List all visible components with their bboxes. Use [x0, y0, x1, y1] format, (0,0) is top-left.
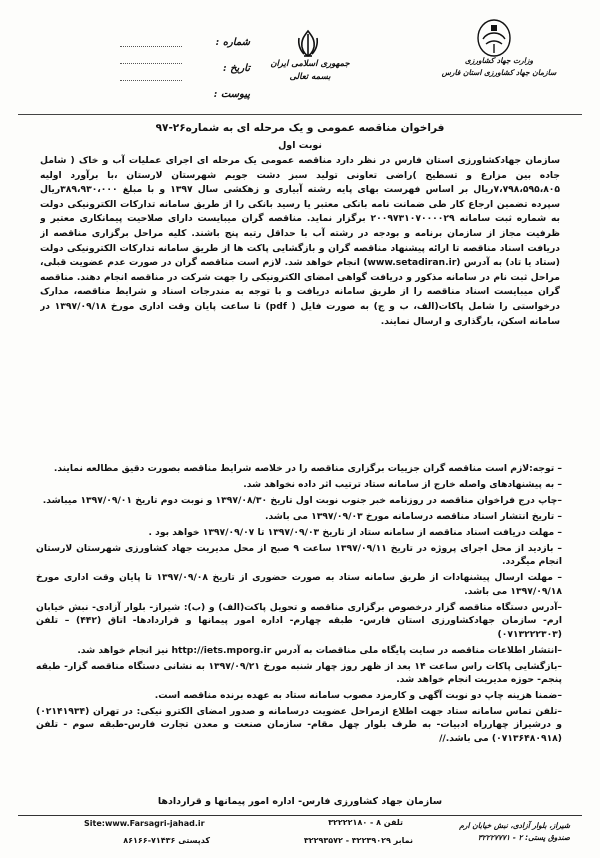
ministry-name: وزارت جهاد کشاورزی [464, 56, 534, 65]
list-item: – به پیشنهادهای واصله خارج از سامانه ستاد ترتیب اثر داده نخواهد شد. [243, 479, 562, 490]
list-item: –تلفن تماس سامانه ستاد جهت اطلاع ازمراحل عضویت درسامانه و صدور امضای الکترو نیکی: در تهران (۰۲۱۴۱۹۳۴) و درشیراز چهارراه ادبیات- به طرف بلوار چهل مقام- سازمان صنعت و معدن تجارت فارس-طبقه سوم - تلفن (۰۷۱۳۶۴۸۰۹۱۸) می باشد.// [36, 706, 562, 744]
ministry-logo-icon [474, 17, 514, 59]
list-item: – تاریخ انتشار اسناد مناقصه درسامانه مورخ ۱۳۹۷/۰۹/۰۳ می باشد. [264, 511, 562, 522]
fax-number: نمابر ۳۲۲۳۹۰۲۹ - ۳۲۲۹۳۵۷۲ [303, 836, 413, 845]
list-item: –بازگشایی پاکات راس ساعت ۱۴ بعد از ظهر روز چهار شنبه مورخ ۱۳۹۷/۰۹/۲۱ به نشانی دستگاه مناقصه گزار- طبقه پنجم- حوزه مدیریت انجام خواهد شد. [36, 660, 562, 686]
iran-emblem-icon [292, 28, 324, 60]
signature-line: سازمان جهاد کشاورزی فارس- اداره امور پیمانها و قراردادها [157, 796, 443, 807]
document-title: فراخوان مناقصه عمومی و یک مرحله ای به شماره۲۶-۹۷ [155, 122, 445, 134]
list-item: – مهلت ارسال پیشنهادات از طریق سامانه ستاد به صورت حضوری از تاریخ ۱۳۹۷/۰۹/۰۸ تا پایان وقت اداری مورخ ۱۳۹۷/۰۹/۱۸ می باشد. [36, 572, 562, 597]
list-item: – بازدید از محل اجرای پروژه در تاریخ ۱۳۹۷/۰۹/۱۱ ساعت ۹ صبح از محل مدیریت جهاد کشاورزی شهرستان لارستان انجام میگردد. [36, 543, 562, 568]
field-number-label: شماره : [215, 37, 250, 48]
header-field-lines [120, 30, 182, 81]
document-subtitle: نوبت اول [278, 140, 322, 151]
footer-street: شیراز، بلوار آزادی، نبش خیابان ارم [459, 821, 570, 830]
footer-address [430, 820, 570, 844]
website-link[interactable]: Site:www.Farsagri-jahad.ir [84, 819, 205, 828]
field-date-label: تاریخ : [222, 63, 250, 74]
footer-pobox: صندوق پستی: ۲ - ۳۲۲۲۷۷۷۱ [477, 833, 570, 842]
header-divider [18, 114, 582, 115]
list-item: – توجه:لازم است مناقصه گران جزییات برگزاری مناقصه را در خلاصه شرایط مناقصه بصورت دقیق مطالعه نمایند. [53, 463, 562, 474]
list-item: – مهلت دریافت اسناد مناقصه از سامانه ستاد از تاریخ ۱۳۹۷/۰۹/۰۳ تا ۱۳۹۷/۰۹/۰۷ خواهد بود . [148, 527, 562, 538]
postal-code: کدپستی ۷۱۴۳۶-۸۶۱۶۶ [123, 836, 210, 845]
list-item: –انتشار اطلاعات مناقصه در سایت پایگاه ملی مناقصات به آدرس http://iets.mporg.ir نیز انجام خواهد شد. [77, 644, 562, 656]
list-item: –ضمنا هزینه چاپ دو نوبت آگهی و کارمزد مصوب سامانه ستاد به عهده برنده مناقصه است. [154, 690, 562, 702]
organization-name: سازمان جهاد کشاورزی استان فارس [441, 68, 557, 77]
country-name: جمهوری اسلامی ایران [270, 59, 350, 69]
main-paragraph: سازمان جهادکشاورزی استان فارس در نظر دارد مناقصه عمومی یک مرحله ای اجرای عملیات آب و خاک ( شامل جاده بین مزارع و تسطیح )راضی تعاونی تولید سبز دشت جویم شهرستان لارستان ،با برآورد اولیه ۷،۷۹۸،۵۹۵،۸۰۵ریال بر اساس فهرست بهای پایه رشته آبیاری و زهکشی سال ۱۳۹۷ و با مبلغ ۳۸۹،۹۳۰،۰۰۰ریال سپرده تضمین ارجاع کار طی ضمانت نامه بانکی معتبر یا رسید بانکی را از طریق سامانه تدارکات الکترونیکی دولت به شماره ثبت سامانه ۲۰۰۹۷۳۱۰۷۰۰۰۰۲۹ برگزار نماید. مناقصه گران میبایست دارای صلاحیت پیمانکاری معتبر و ظرفیت مجاز از سازمان برنامه و بودجه در رشته آب با حداقل رتبه پنج باشند. کلیه مراحل برگزاری مناقصه از دریافت اسناد مناقصه تا ارائه پیشنهاد مناقصه گران و بازگشایی پاکت ها از طریق سامانه تدارکات الکترونیکی دولت (ستاد یا تاد) به آدرس (www.setadiran.ir) انجام خواهد شد. لازم است مناقصه گران در صورت عدم عضویت قبلی، مراحل ثبت نام در سامانه مذکور و دریافت گواهی امضای الکترونیکی را جهت شرکت در مناقصه انجام دهند. مناقصه گران میبایست اسناد مناقصه را از طریق سامانه دریافت و با توجه به مندرجات اسناد و شرایط مناقصه، مدارک درخواستی را شامل پاکات(الف، ب و ج) به صورت فایل ( pdf) تا ساعت پایان وقت اداری مورخ ۱۳۹۷/۰۹/۱۸ در سامانه اسکن، بارگذاری و ارسال نمایند. [40, 155, 560, 327]
list-item: –آدرس دستگاه مناقصه گزار درخصوص برگزاری مناقصه و تحویل پاکت(الف) و (ب): شیراز- بلوار آزادی- نبش خیابان ارم- سازمان جهادکشاورزی استان فارس- طبقه چهارم- اداره امور پیمانها و قراردادها- اتاق (۴۴۲) – تلفن (۰۷۱۳۲۲۲۳۰۳) [36, 601, 562, 640]
footer-divider [18, 815, 582, 816]
field-attachment-label: پیوست : [213, 89, 250, 100]
header-center [250, 58, 370, 84]
besmeh-text: بسمه تعالی [289, 72, 331, 82]
list-item: –چاپ درج فراخوان مناقصه در روزنامه خبر جنوب نوبت اول تاریخ ۱۳۹۷/۰۸/۳۰ و نوبت دوم تاریخ ۱۳۹۷/۰۹/۰۱ میباشد. [42, 495, 562, 506]
notes-list [36, 462, 562, 748]
telephone-number: تلفن ۸ - ۳۲۲۲۲۱۸۰ [328, 818, 403, 827]
header-fields [190, 30, 250, 108]
ministry-block [440, 55, 558, 79]
